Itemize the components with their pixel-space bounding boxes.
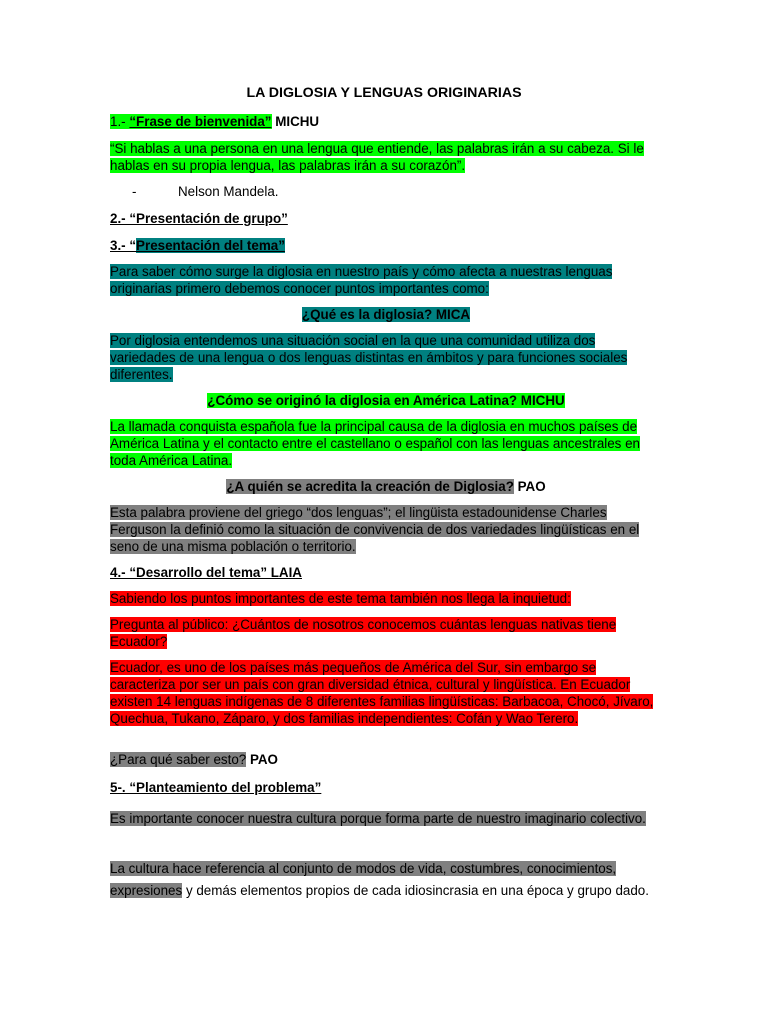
section-5-heading: 5-. “Planteamiento del problema” xyxy=(110,780,322,795)
answer-origin xyxy=(110,418,662,469)
question-credit-speaker: PAO xyxy=(513,479,546,494)
answer-credit xyxy=(110,504,662,555)
welcome-quote-text: “Si hablas a una persona en una lengua que entiende, las palabras irán a su cabeza. Si le hablas en su propia lengua, las palabras irán a su corazón”. xyxy=(110,141,644,173)
section-4-heading: 4.- “Desarrollo del tema” LAIA xyxy=(110,565,302,580)
list-dash: - xyxy=(132,184,137,199)
page-title: LA DIGLOSIA Y LENGUAS ORIGINARIAS xyxy=(246,85,522,101)
section-2-heading: 2.- “Presentación de grupo” xyxy=(110,211,288,226)
quote-author: Nelson Mandela. xyxy=(178,184,279,199)
section-5-p1 xyxy=(110,808,662,830)
answer-diglosia-text-1: Por diglosia entendemos una situación social en xyxy=(110,333,397,348)
answer-credit-text: Esta palabra proviene del griego “dos lenguas”; el lingüista estadounidense Charles Ferguson la definió como la situación de convivencia de dos variedades lingüísticas en el seno de una misma población o territorio. xyxy=(110,505,640,554)
section-5-p2 xyxy=(110,858,662,902)
quote-author-line xyxy=(132,183,684,200)
section-1-heading xyxy=(110,113,662,130)
question-credit-text: ¿A quién se acredita la creación de Diglosia? xyxy=(226,479,514,494)
section-5-p2-text-1: La cultura hace referencia al conjunto de modos de vida, costumbres, conocimientos, expresiones xyxy=(110,861,617,898)
section-4-p1 xyxy=(110,590,662,607)
section-3-number: 3.- “ xyxy=(110,238,137,253)
section-4-why xyxy=(110,751,662,768)
section-4-question xyxy=(110,616,662,650)
section-5-p2-text-2: y demás elementos propios de cada idiosincrasia en una época y grupo dado. xyxy=(182,883,649,898)
section-4-ecuador xyxy=(110,659,662,727)
section-5-p1-text: Es importante conocer nuestra cultura porque forma parte de nuestro imaginario colectivo. xyxy=(110,811,646,826)
question-origin xyxy=(110,392,662,409)
section-4-why-text: ¿Para qué saber esto? xyxy=(110,752,247,767)
question-diglosia-text: ¿Qué es la diglosia? MICA xyxy=(301,307,471,322)
question-credit xyxy=(110,478,662,495)
answer-diglosia-text-2: la que una comunidad utiliza dos variedades de una lengua o dos lenguas distintas en ámbitos y para funciones sociales diferentes. xyxy=(110,333,628,382)
section-1-number: 1.- xyxy=(110,114,130,129)
section-4-question-text: Pregunta al público: ¿Cuántos de nosotros conocemos cuántas lenguas nativas tiene Ecuador? xyxy=(110,617,617,649)
section-4-p1-text: Sabiendo los puntos importantes de este tema también nos llega la inquietud: xyxy=(110,591,571,606)
section-4-why-speaker: PAO xyxy=(246,752,278,767)
section-3-intro-text: Para saber cómo surge la diglosia en nuestro país y cómo afecta a nuestras lenguas originarias primero debemos conocer puntos importantes como: xyxy=(110,264,613,296)
section-3-heading xyxy=(110,237,662,254)
question-origin-text: ¿Cómo se originó la diglosia en América Latina? MICHU xyxy=(207,393,565,408)
question-diglosia xyxy=(110,306,662,323)
section-3-intro xyxy=(110,263,662,297)
section-4-ecuador-text: Ecuador, es uno de los países más pequeños de América del Sur, sin embargo se caracteriza por ser un país con gran diversidad étnica, cultural y lingüística. En Ecuador existen 14 lenguas indígenas de 8 diferentes familias lingüísticas: Barbacoa, Chocó, Jívaro, Quechua, Tukano, Záparo, y dos familias independientes: Cofán y Wao Terero. xyxy=(110,660,654,726)
section-1-speaker: MICHU xyxy=(271,114,320,129)
section-3-title: Presentación del tema” xyxy=(136,238,285,253)
welcome-quote xyxy=(110,140,662,174)
answer-origin-text: La llamada conquista española fue la principal causa de la diglosia en muchos países de América Latina y el contacto entre el castellano o español con las lenguas ancestrales en toda América Latina. xyxy=(110,419,640,468)
answer-diglosia xyxy=(110,332,662,383)
section-1-title: “Frase de bienvenida” xyxy=(129,114,272,129)
